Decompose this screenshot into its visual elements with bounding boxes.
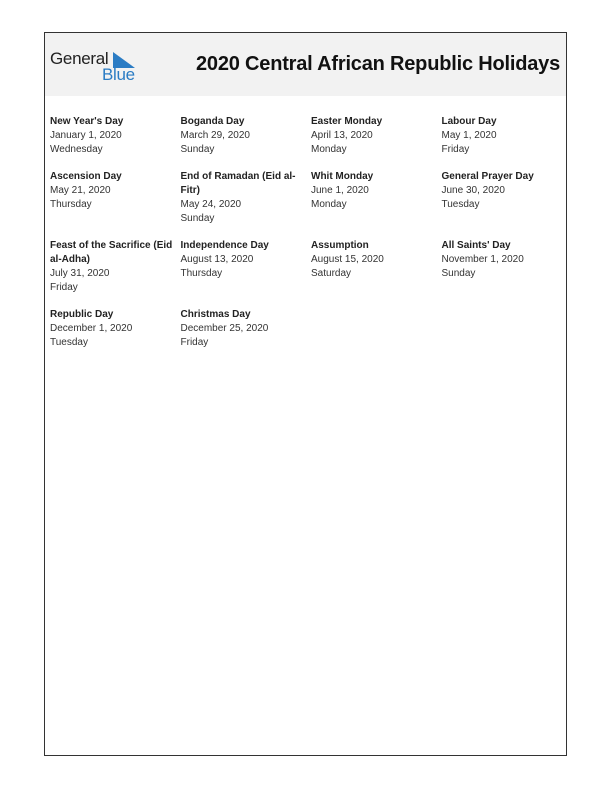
holiday-name: Assumption <box>311 240 369 251</box>
holiday-name: Labour Day <box>441 116 497 127</box>
holiday-item <box>181 115 312 157</box>
holiday-date: August 13, 2020 <box>180 254 254 265</box>
holiday-weekday: Wednesday <box>50 144 103 155</box>
holiday-date: May 1, 2020 <box>441 130 497 141</box>
page-title: 2020 Central African Republic Holidays <box>195 53 560 75</box>
holiday-name: Ascension Day <box>50 171 122 182</box>
logo-text-blue: Blue <box>102 65 135 84</box>
holiday-weekday: Friday <box>50 282 78 293</box>
holiday-item <box>181 308 312 350</box>
holiday-item <box>181 239 312 295</box>
holiday-weekday: Friday <box>180 337 209 348</box>
holiday-weekday: Sunday <box>180 213 215 224</box>
holiday-weekday: Thursday <box>180 268 223 279</box>
holiday-date: April 13, 2020 <box>311 130 373 141</box>
holiday-item <box>50 239 181 295</box>
holiday-weekday: Monday <box>311 144 347 155</box>
holiday-weekday: Tuesday <box>441 199 480 210</box>
holiday-date: May 21, 2020 <box>50 185 111 196</box>
logo-text-general: General <box>50 49 109 68</box>
holiday-date: March 29, 2020 <box>180 130 250 141</box>
holiday-item <box>442 115 570 157</box>
holiday-name: All Saints' Day <box>441 240 511 251</box>
holiday-name: Christmas Day <box>180 309 251 320</box>
holiday-name: General Prayer Day <box>441 171 534 182</box>
holiday-weekday: Saturday <box>311 268 352 279</box>
holiday-date: January 1, 2020 <box>50 130 122 141</box>
holiday-date: June 1, 2020 <box>311 185 369 196</box>
holiday-grid <box>50 115 570 350</box>
holiday-item <box>442 170 570 226</box>
holiday-date: December 1, 2020 <box>50 323 133 334</box>
page-header <box>45 33 566 96</box>
holiday-item <box>50 170 181 226</box>
holiday-weekday: Friday <box>441 144 470 155</box>
holiday-name: Independence Day <box>180 240 269 251</box>
holiday-item <box>442 239 570 295</box>
holiday-weekday: Sunday <box>180 144 215 155</box>
generalblue-logo <box>50 49 140 83</box>
holiday-item <box>181 170 312 226</box>
holiday-date: November 1, 2020 <box>441 254 524 265</box>
holiday-item <box>311 239 442 295</box>
holiday-name: End of Ramadan (Eid al-Fitr) <box>180 171 296 196</box>
holiday-name: Boganda Day <box>180 116 245 127</box>
holiday-item <box>311 115 442 157</box>
holiday-weekday: Thursday <box>50 199 92 210</box>
holiday-date: May 24, 2020 <box>180 199 242 210</box>
holiday-item <box>50 115 181 157</box>
holiday-date: December 25, 2020 <box>180 323 269 334</box>
holiday-name: Feast of the Sacrifice (Eid al-Adha) <box>50 240 173 265</box>
holiday-item <box>311 170 442 226</box>
holiday-name: New Year's Day <box>50 116 124 127</box>
holiday-item <box>50 308 181 350</box>
holiday-name: Republic Day <box>50 309 114 320</box>
holiday-name: Whit Monday <box>311 171 374 182</box>
holiday-name: Easter Monday <box>311 116 383 127</box>
holiday-date: June 30, 2020 <box>441 185 505 196</box>
holiday-date: August 15, 2020 <box>311 254 384 265</box>
holiday-weekday: Monday <box>311 199 347 210</box>
holiday-date: July 31, 2020 <box>50 268 110 279</box>
holiday-weekday: Tuesday <box>50 337 88 348</box>
holiday-weekday: Sunday <box>441 268 476 279</box>
holiday-page <box>44 32 567 756</box>
